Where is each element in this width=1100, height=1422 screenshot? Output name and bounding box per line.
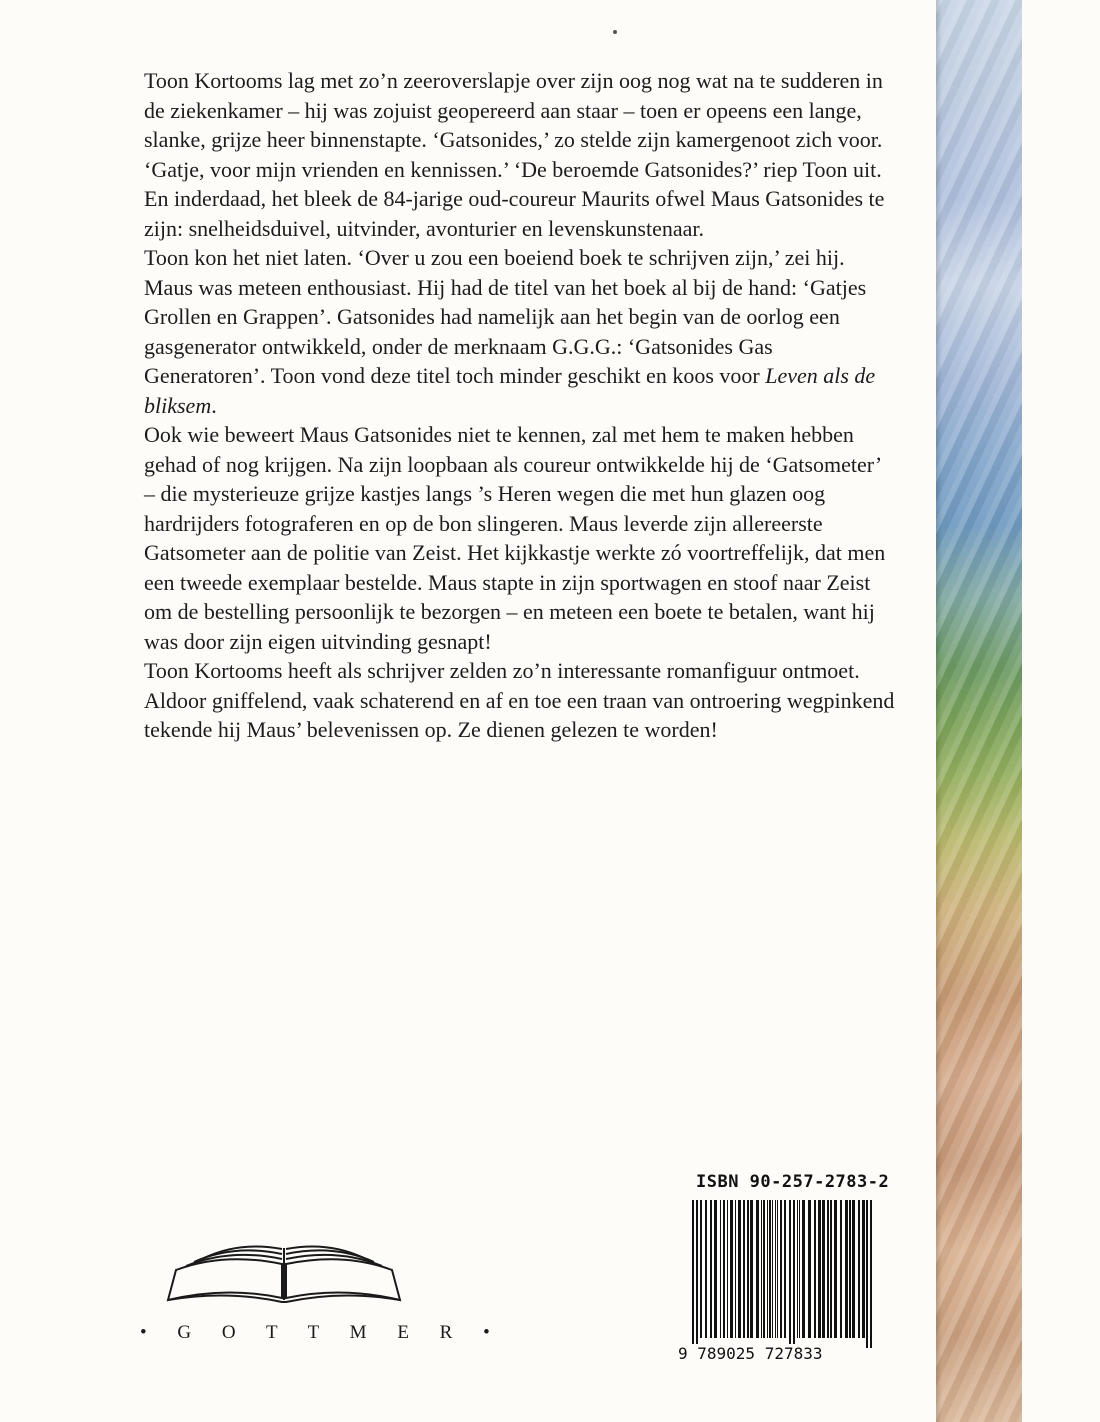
barcode-bar (858, 1200, 860, 1338)
isbn-label: ISBN 90-257-2783-2 (696, 1172, 890, 1192)
blurb-paragraph-3: Ook wie beweert Maus Gatsonides niet te kennen, zal met hem te maken hebben gehad of nog krijgen. Na zijn loopbaan als coureur ontwikkelde hij de ‘Gatsometer’ – die mysterieuze grijze kastjes langs ’s Heren wegen die met hun glazen oog hardrijders fotograferen en op de bon slingeren. Maus leverde zijn allereerste Gatsometer aan de politie van Zeist. Het kijkkastje werkte zó voortreffelijk, dat men een tweede exemplaar bestelde. Maus stapte in zijn sportwagen en stoof naar Zeist om de bestelling persoonlijk te bezorgen – en meteen een boete te betalen, want hij was door zijn eigen uitvinding gesnapt! (144, 422, 886, 654)
barcode-bar (808, 1200, 811, 1338)
barcode-bar (700, 1200, 702, 1338)
barcode-bar (735, 1200, 736, 1338)
barcode-bar (777, 1200, 778, 1338)
blurb-paragraph-2 (144, 243, 896, 420)
blurb-paragraph-2-text: Toon kon het niet laten. ‘Over u zou een boeiend boek te schrijven zijn,’ zei hij. Maus was meteen enthousiast. Hij had de titel van het boek al bij de hand: ‘Gatjes Grollen en Grappen’. Gatsonides had namelijk aan het begin van de oorlog een gasgenerator ontwikkeld, onder de merknaam G.G.G.: ‘Gatsonides Gas Generatoren’. Toon vond deze titel toch minder geschikt en koos voor (144, 245, 867, 388)
book-title: Leven als de bliksem (144, 363, 876, 418)
barcode-bar (822, 1200, 825, 1338)
barcode-bar (799, 1200, 800, 1338)
barcode-bar (797, 1200, 798, 1338)
barcode-bar (775, 1200, 776, 1338)
barcode-bar (780, 1200, 782, 1338)
barcode-bar (862, 1200, 865, 1338)
blurb-text (144, 66, 896, 745)
barcode-bar (692, 1200, 694, 1348)
blurb-paragraph-1: Toon Kortooms lag met zo’n zeeroverslapje over zijn oog nog wat na te sudderen in de ziekenkamer – hij was zojuist geopereerd aan staar – toen er opeens een lange, slanke, grijze heer binnenstapte. ‘Gatsonides,’ zo stelde zijn kamergenoot zich voor. ‘Gatje, voor mijn vrienden en kennissen.’ ‘De beroemde Gatsonides?’ riep Toon uit. En inderdaad, het bleek de 84-jarige oud-coureur Maurits ofwel Maus Gatsonides te zijn: snelheidsduivel, uitvinder, avonturier en levenskunstenaar. (144, 68, 885, 241)
barcode-bar (818, 1200, 821, 1338)
blurb-paragraph-4: Toon Kortooms heeft als schrijver zelden zo’n interessante romanfiguur ontmoet. Aldoor gniffelend, vaak schaterend en af en toe een traan van ontroering wegpinkend tekende hij Maus’ belevenissen op. Ze dienen gelezen te worden! (144, 658, 895, 742)
barcode-bar (756, 1200, 759, 1338)
barcode-bar (802, 1200, 805, 1338)
barcode-bar (738, 1200, 741, 1338)
barcode-bar (827, 1200, 829, 1338)
barcode-bar (870, 1200, 872, 1348)
barcode-bar (763, 1200, 765, 1338)
barcode-bar (750, 1200, 753, 1338)
barcode-bar (852, 1200, 855, 1338)
barcode-bar (769, 1200, 771, 1338)
barcode-bar (767, 1200, 768, 1338)
barcode-bar (730, 1200, 733, 1338)
print-speck (613, 30, 617, 34)
barcode-bar (793, 1200, 795, 1348)
barcode-bar (866, 1200, 868, 1348)
barcode-bar (743, 1200, 745, 1338)
barcode-bar (772, 1200, 773, 1338)
publisher-logo (140, 1226, 503, 1356)
open-book-icon (164, 1226, 404, 1306)
barcode-bar (710, 1200, 712, 1338)
barcode-bar (814, 1200, 816, 1338)
barcode-bar (696, 1200, 698, 1348)
barcode-bar (723, 1200, 725, 1338)
barcode-bar (845, 1200, 848, 1338)
barcode-bar (840, 1200, 842, 1338)
barcode (688, 1200, 876, 1348)
barcode-bar (761, 1200, 762, 1338)
barcode-bar (727, 1200, 728, 1338)
front-cover-edge (936, 0, 1022, 1422)
publisher-name: • G O T T M E R • (140, 1322, 503, 1343)
barcode-bar (834, 1200, 837, 1338)
barcode-bar (784, 1200, 786, 1338)
barcode-bar (720, 1200, 721, 1338)
blurb-paragraph-2-end: . (211, 392, 217, 418)
barcode-bar (714, 1200, 717, 1338)
barcode-bar (789, 1200, 791, 1348)
barcode-digits: 9 789025 727833 (678, 1344, 823, 1363)
barcode-bar (849, 1200, 851, 1338)
barcode-bar (747, 1200, 749, 1338)
barcode-bar (705, 1200, 707, 1338)
barcode-bar (830, 1200, 832, 1338)
